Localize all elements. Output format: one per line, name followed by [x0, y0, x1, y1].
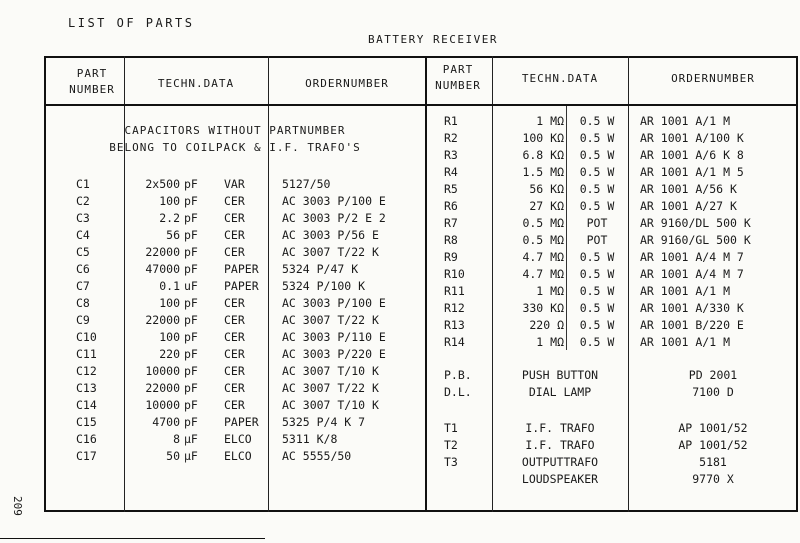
resistor-rating: 0.5 W — [579, 335, 615, 349]
capacitor-unit: pF — [184, 211, 198, 225]
misc-description: OUTPUTTRAFO — [521, 455, 599, 469]
resistor-order-number: AR 1001 B/220 E — [640, 318, 744, 332]
capacitor-type: PAPER — [224, 279, 259, 293]
footer-rule — [0, 538, 265, 539]
resistor-order-number: AR 1001 A/56 K — [640, 182, 737, 196]
resistor-value: 100 KΩ — [522, 131, 564, 145]
page-subtitle: BATTERY RECEIVER — [368, 33, 498, 46]
resistor-order-number: AR 1001 A/330 K — [640, 301, 744, 315]
resistor-part-number: R1 — [444, 114, 458, 128]
capacitor-type: CER — [224, 364, 245, 378]
capacitor-order-number: 5127/50 — [282, 177, 331, 191]
capacitor-unit: pF — [184, 330, 198, 344]
column-divider — [628, 56, 629, 512]
resistor-part-number: R8 — [444, 233, 458, 247]
capacitor-value: 100 — [159, 330, 180, 344]
capacitor-value: 10000 — [145, 398, 180, 412]
resistor-value: 1.5 MΩ — [522, 165, 564, 179]
resistor-value: 4.7 MΩ — [522, 267, 564, 281]
capacitor-order-number: 5324 P/100 K — [282, 279, 366, 293]
capacitor-order-number: AC 3003 P/220 E — [282, 347, 386, 361]
capacitor-value: 10000 — [145, 364, 180, 378]
header-ordernumber-right: ORDERNUMBER — [671, 72, 755, 85]
capacitor-type: CER — [224, 398, 245, 412]
capacitor-unit: μF — [184, 432, 198, 446]
capacitor-type: CER — [224, 313, 245, 327]
capacitor-value: 8 — [173, 432, 180, 446]
header-part-number-right: PART NUMBER — [435, 63, 481, 92]
capacitor-unit: pF — [184, 398, 198, 412]
capacitor-type: VAR — [224, 177, 245, 191]
resistor-order-number: AR 1001 A/1 M — [640, 284, 731, 298]
capacitor-type: CER — [224, 228, 245, 242]
capacitor-order-number: AC 3003 P/56 E — [282, 228, 379, 242]
resistor-rating: 0.5 W — [579, 267, 615, 281]
resistor-value: 56 KΩ — [529, 182, 564, 196]
capacitor-type: CER — [224, 347, 245, 361]
capacitor-unit: pF — [184, 177, 198, 191]
capacitor-part-number: C2 — [76, 194, 90, 208]
capacitor-part-number: C15 — [76, 415, 97, 429]
capacitor-part-number: C4 — [76, 228, 90, 242]
resistor-order-number: AR 1001 A/100 K — [640, 131, 744, 145]
resistor-part-number: R12 — [444, 301, 465, 315]
resistor-rating-divider — [566, 106, 567, 350]
capacitor-order-number: 5311 K/8 — [282, 432, 338, 446]
capacitor-part-number: C5 — [76, 245, 90, 259]
misc-description: LOUDSPEAKER — [521, 472, 599, 486]
resistor-rating: 0.5 W — [579, 301, 615, 315]
capacitor-value: 47000 — [145, 262, 180, 276]
capacitor-order-number: AC 3003 P/110 E — [282, 330, 386, 344]
capacitor-type: CER — [224, 211, 245, 225]
resistor-rating: POT — [586, 216, 608, 230]
resistor-value: 1 MΩ — [536, 335, 564, 349]
resistor-part-number: R4 — [444, 165, 458, 179]
resistor-part-number: R9 — [444, 250, 458, 264]
capacitor-value: 2x500 — [145, 177, 180, 191]
capacitor-note-line: CAPACITORS WITHOUT PARTNUMBER — [124, 124, 346, 137]
resistor-rating: POT — [586, 233, 608, 247]
capacitor-order-number: 5324 P/47 K — [282, 262, 359, 276]
capacitor-order-number: 5325 P/4 K 7 — [282, 415, 366, 429]
header-ordernumber-left: ORDERNUMBER — [305, 77, 389, 90]
resistor-rating: 0.5 W — [579, 182, 615, 196]
resistor-rating: 0.5 W — [579, 114, 615, 128]
capacitor-unit: pF — [184, 262, 198, 276]
resistor-order-number: AR 1001 A/4 M 7 — [640, 267, 744, 281]
capacitor-unit: pF — [184, 415, 198, 429]
resistor-order-number: AR 1001 A/1 M — [640, 114, 731, 128]
capacitor-part-number: C17 — [76, 449, 97, 463]
resistor-value: 0.5 MΩ — [522, 233, 564, 247]
resistor-rating: 0.5 W — [579, 318, 615, 332]
capacitor-type: CER — [224, 330, 245, 344]
resistor-part-number: R6 — [444, 199, 458, 213]
resistor-value: 330 KΩ — [522, 301, 564, 315]
capacitor-order-number: AC 3003 P/100 E — [282, 296, 386, 310]
capacitor-part-number: C16 — [76, 432, 97, 446]
resistor-value: 27 KΩ — [529, 199, 564, 213]
capacitor-part-number: C8 — [76, 296, 90, 310]
resistor-part-number: R13 — [444, 318, 465, 332]
resistor-order-number: AR 1001 A/1 M 5 — [640, 165, 744, 179]
capacitor-value: 4700 — [152, 415, 180, 429]
capacitor-note-line: BELONG TO COILPACK & I.F. TRAFO'S — [109, 141, 361, 154]
resistor-rating: 0.5 W — [579, 284, 615, 298]
misc-order-number: 7100 D — [692, 385, 734, 399]
misc-part-number: T3 — [444, 455, 458, 469]
capacitor-type: PAPER — [224, 415, 259, 429]
capacitor-unit: pF — [184, 245, 198, 259]
column-divider — [492, 56, 493, 512]
misc-description: DIAL LAMP — [528, 385, 592, 399]
capacitor-order-number: AC 3007 T/10 K — [282, 364, 379, 378]
resistor-part-number: R3 — [444, 148, 458, 162]
capacitor-part-number: C14 — [76, 398, 97, 412]
capacitor-order-number: AC 3007 T/22 K — [282, 313, 379, 327]
capacitor-value: 22000 — [145, 381, 180, 395]
capacitor-value: 100 — [159, 194, 180, 208]
misc-order-number: 9770 X — [692, 472, 734, 486]
resistor-part-number: R7 — [444, 216, 458, 230]
misc-part-number: T2 — [444, 438, 458, 452]
misc-order-number: AP 1001/52 — [678, 438, 748, 452]
capacitor-part-number: C6 — [76, 262, 90, 276]
capacitor-type: CER — [224, 381, 245, 395]
capacitor-value: 50 — [166, 449, 180, 463]
capacitor-type: CER — [224, 194, 245, 208]
capacitor-part-number: C12 — [76, 364, 97, 378]
capacitor-unit: uF — [184, 279, 198, 293]
capacitor-type: PAPER — [224, 262, 259, 276]
resistor-part-number: R2 — [444, 131, 458, 145]
resistor-order-number: AR 1001 A/27 K — [640, 199, 737, 213]
misc-order-number: AP 1001/52 — [678, 421, 748, 435]
resistor-rating: 0.5 W — [579, 165, 615, 179]
capacitor-part-number: C7 — [76, 279, 90, 293]
capacitor-unit: pF — [184, 364, 198, 378]
capacitor-value: 220 — [159, 347, 180, 361]
capacitor-unit: pF — [184, 296, 198, 310]
resistor-rating: 0.5 W — [579, 131, 615, 145]
page-title: LIST OF PARTS — [68, 16, 195, 30]
capacitor-order-number: AC 3007 T/22 K — [282, 245, 379, 259]
capacitor-unit: pF — [184, 228, 198, 242]
misc-order-number: 5181 — [699, 455, 727, 469]
capacitor-value: 100 — [159, 296, 180, 310]
resistor-order-number: AR 9160/DL 500 K — [640, 216, 751, 230]
resistor-rating: 0.5 W — [579, 148, 615, 162]
capacitor-unit: μF — [184, 449, 198, 463]
column-divider — [425, 56, 427, 512]
misc-part-number: P.B. — [444, 368, 472, 382]
resistor-part-number: R10 — [444, 267, 465, 281]
page-number: 209 — [11, 496, 24, 516]
resistor-value: 0.5 MΩ — [522, 216, 564, 230]
capacitor-unit: pF — [184, 194, 198, 208]
capacitor-order-number: AC 3003 P/100 E — [282, 194, 386, 208]
resistor-value: 1 MΩ — [536, 284, 564, 298]
header-techn-data-right: TECHN.DATA — [521, 72, 599, 85]
capacitor-part-number: C1 — [76, 177, 90, 191]
resistor-part-number: R14 — [444, 335, 465, 349]
capacitor-type: ELCO — [224, 432, 252, 446]
capacitor-type: ELCO — [224, 449, 252, 463]
capacitor-order-number: AC 5555/50 — [282, 449, 352, 463]
capacitor-order-number: AC 3007 T/22 K — [282, 381, 379, 395]
capacitor-part-number: C11 — [76, 347, 97, 361]
resistor-part-number: R11 — [444, 284, 465, 298]
resistor-value: 6.8 KΩ — [522, 148, 564, 162]
capacitor-unit: pF — [184, 347, 198, 361]
header-part-number-left: PART NUMBER — [69, 67, 115, 96]
capacitor-type: CER — [224, 245, 245, 259]
capacitor-type: CER — [224, 296, 245, 310]
misc-part-number: D.L. — [444, 385, 472, 399]
capacitor-unit: pF — [184, 313, 198, 327]
capacitor-value: 2.2 — [159, 211, 180, 225]
capacitor-part-number: C10 — [76, 330, 97, 344]
resistor-rating: 0.5 W — [579, 199, 615, 213]
misc-description: I.F. TRAFO — [525, 438, 595, 452]
capacitor-part-number: C9 — [76, 313, 90, 327]
resistor-order-number: AR 1001 A/1 M — [640, 335, 731, 349]
misc-part-number: T1 — [444, 421, 458, 435]
resistor-rating: 0.5 W — [579, 250, 615, 264]
resistor-value: 220 Ω — [529, 318, 564, 332]
misc-order-number: PD 2001 — [688, 368, 738, 382]
resistor-value: 1 MΩ — [536, 114, 564, 128]
capacitor-part-number: C13 — [76, 381, 97, 395]
header-techn-data-left: TECHN.DATA — [157, 77, 235, 90]
capacitor-value: 0.1 — [159, 279, 180, 293]
resistor-order-number: AR 1001 A/6 K 8 — [640, 148, 744, 162]
resistor-order-number: AR 9160/GL 500 K — [640, 233, 751, 247]
capacitor-value: 22000 — [145, 313, 180, 327]
resistor-value: 4.7 MΩ — [522, 250, 564, 264]
misc-description: I.F. TRAFO — [525, 421, 595, 435]
capacitor-order-number: AC 3007 T/10 K — [282, 398, 379, 412]
resistor-order-number: AR 1001 A/4 M 7 — [640, 250, 744, 264]
capacitor-value: 22000 — [145, 245, 180, 259]
header-rule — [44, 104, 798, 106]
capacitor-unit: pF — [184, 381, 198, 395]
resistor-part-number: R5 — [444, 182, 458, 196]
capacitor-value: 56 — [166, 228, 180, 242]
capacitor-part-number: C3 — [76, 211, 90, 225]
misc-description: PUSH BUTTON — [521, 368, 599, 382]
capacitor-order-number: AC 3003 P/2 E 2 — [282, 211, 386, 225]
